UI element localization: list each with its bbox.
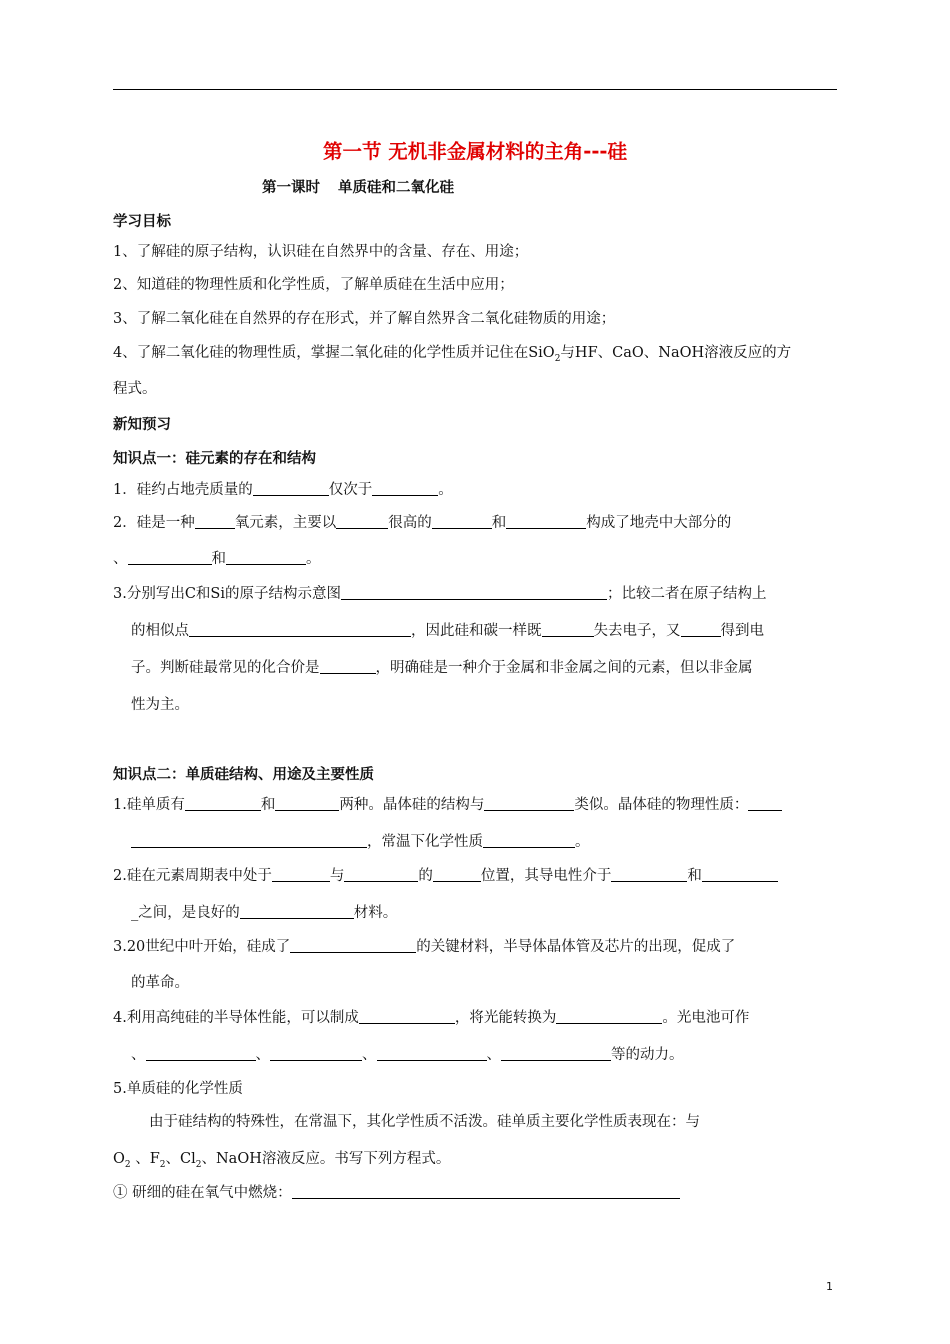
blank[interactable] [240,903,354,919]
blank[interactable] [681,621,721,637]
k1-q3-line3: 子。判断硅最常见的化合价是 ，明确硅是一种介于金属和非金属之间的元素，但以非金属 [131,660,753,676]
blank[interactable] [556,1008,662,1024]
blank[interactable] [270,1045,362,1061]
blank[interactable] [146,1045,256,1061]
k2-q1-cont: ，常温下化学性质 。 [131,832,590,852]
goal-2: 2、知道硅的物理性质和化学性质，了解单质硅在生活中应用； [113,277,514,293]
blank[interactable] [372,480,438,496]
blank[interactable] [253,480,329,496]
k1-q3: 3.分别写出C和Si的原子结构示意图 ；比较二者在原子结构上 [113,586,767,602]
header-rule [113,89,837,90]
blank[interactable] [272,866,330,882]
k2-reaction-1: ① 研细的硅在氧气中燃烧： [113,1183,680,1203]
k2-q4: 4.利用高纯硅的半导体性能，可以制成 ，将光能转换为 。光电池可作 [113,1010,750,1026]
goals-heading: 学习目标 [113,214,171,230]
blank[interactable] [320,658,376,674]
blank[interactable] [131,832,367,848]
k1-q3-line2: 的相似点 ，因此硅和碳一样既 失去电子，又 得到电 [131,623,764,639]
blank[interactable] [189,621,411,637]
blank[interactable] [377,1045,487,1061]
k1-q1: 1．硅约占地壳质量的 仅次于 。 [113,482,453,498]
k2-q5: 5.单质硅的化学性质 [113,1081,243,1097]
blank[interactable] [501,1045,611,1061]
blank[interactable] [542,621,594,637]
blank[interactable] [336,513,388,529]
page-title: 第一节 无机非金属材料的主角---硅 [322,140,628,163]
blank[interactable] [483,832,575,848]
k1-q3-line4: 性为主。 [131,697,189,713]
goal-3: 3、了解二氧化硅在自然界的存在形式，并了解自然界含二氧化硅物质的用途； [113,311,616,327]
k1-q2: 2．硅是一种 氧元素，主要以 很高的 和 构成了地壳中大部分的 [113,515,732,531]
blank[interactable] [344,866,418,882]
k2-q2-cont: _之间，是良好的 材料。 [131,905,398,921]
blank[interactable] [359,1008,455,1024]
blank[interactable] [611,866,687,882]
k2-q3-cont: 的革命。 [131,975,189,991]
k1-q2-cont: 、 和 。 [113,551,321,567]
blank[interactable] [290,937,416,953]
blank[interactable] [275,795,339,811]
k2-heading: 知识点二：单质硅结构、用途及主要性质 [113,767,374,783]
blank[interactable] [433,866,481,882]
blank[interactable] [185,795,261,811]
blank[interactable] [484,795,574,811]
k2-q1: 1.硅单质有 和 两种。晶体硅的结构与 类似。晶体硅的物理性质： [113,795,837,815]
k1-heading: 知识点一：硅元素的存在和结构 [113,451,316,467]
k2-q3: 3.20世纪中叶开始，硅成了 的关键材料，半导体晶体管及芯片的出现，促成了 [113,939,736,955]
blank[interactable] [128,549,212,565]
k2-q4-cont: 、 、 、 、 等的动力。 [131,1047,684,1063]
blank[interactable] [748,795,782,811]
blank[interactable] [506,513,586,529]
blank[interactable] [195,513,235,529]
k2-paragraph-2: $O_2$ 、$F_2$、$Cl_2$、NaOH溶液反应。书写下列方程式。 [113,1151,451,1170]
page-number: 1 [826,1280,833,1293]
blank[interactable] [341,584,607,600]
goal-4-cont: 程式。 [113,381,157,397]
goal-1: 1、了解硅的原子结构，认识硅在自然界中的含量、存在、用途； [113,244,529,260]
k2-paragraph-1: 由于硅结构的特殊性，在常温下，其化学性质不活泼。硅单质主要化学性质表现在：与 [149,1114,700,1130]
k2-q2: 2.硅在元素周期表中处于 与 的 位置，其导电性介于 和 [113,866,837,886]
blank[interactable] [226,549,306,565]
blank[interactable] [432,513,492,529]
blank[interactable] [292,1183,680,1199]
blank[interactable] [702,866,778,882]
lesson-subtitle [262,176,454,197]
goal-4: 4、了解二氧化硅的物理性质，掌握二氧化硅的化学性质并记住在SiO$_2$与HF、CaO、NaOH溶液反应的方 [113,345,792,364]
preview-heading: 新知预习 [113,417,171,433]
subtitle-part-b: 单质硅和二氧化硅 [338,180,454,196]
subtitle-part-a: 第一课时 [262,180,320,196]
